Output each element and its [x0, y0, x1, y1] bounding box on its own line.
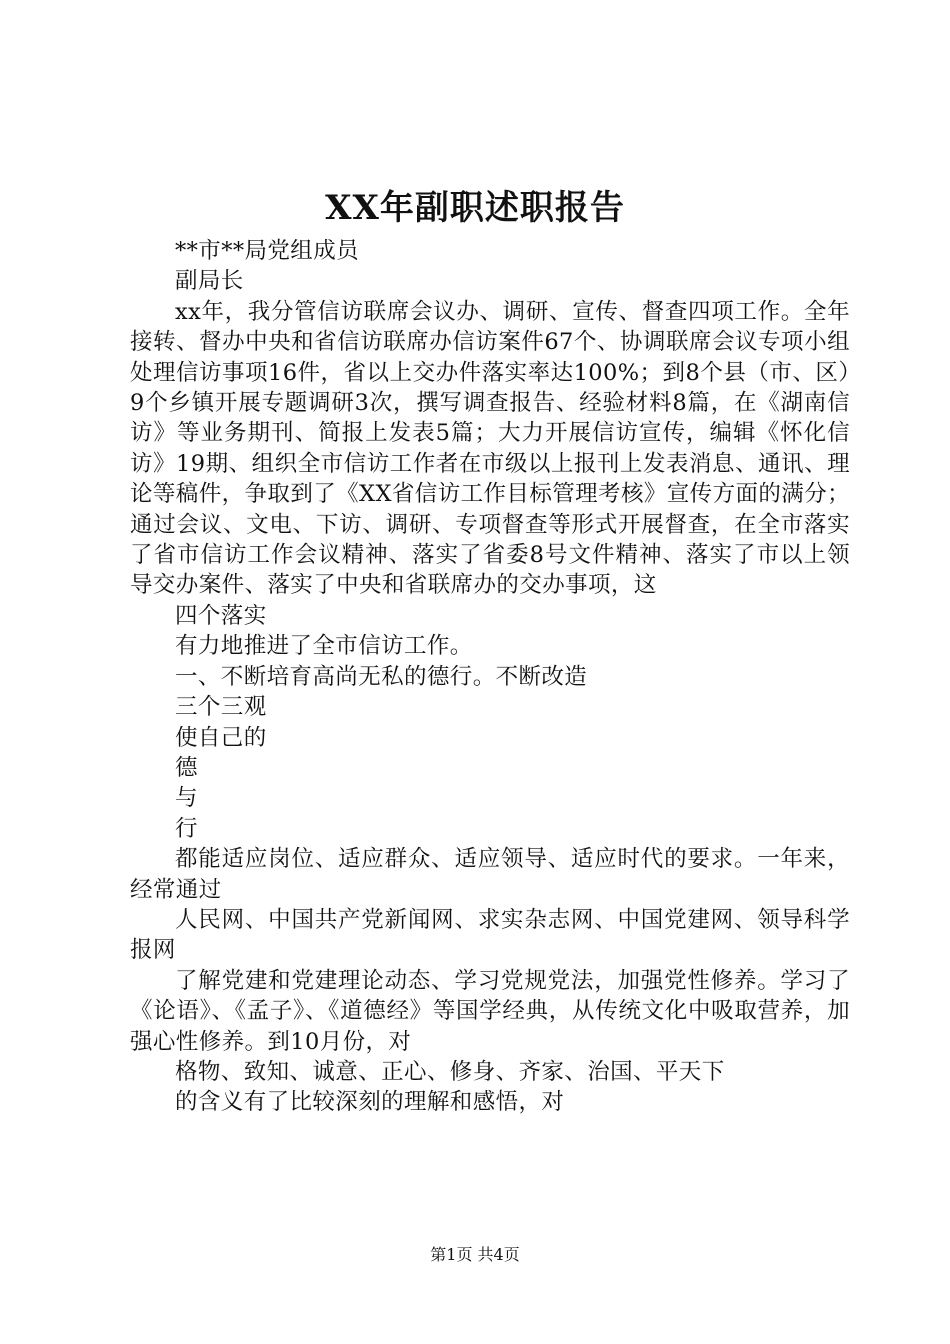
document-body [130, 236, 850, 1118]
paragraph: **市**局党组成员 [175, 238, 360, 264]
page-number: 第1页 共4页 [430, 1245, 520, 1264]
paragraph: 人民网、中国共产党新闻网、求实杂志网、中国党建网、领导科学报网 [130, 906, 850, 964]
paragraph: 行 [175, 815, 198, 842]
paragraph: 德 [175, 754, 198, 781]
paragraph: 都能适应岗位、适应群众、适应领导、适应时代的要求。一年来，经常通过 [130, 846, 850, 903]
page-footer [0, 1245, 950, 1265]
paragraph: 的含义有了比较深刻的理解和感悟，对 [175, 1089, 565, 1116]
paragraph: 四个落实 [175, 602, 267, 629]
paragraph: 与 [175, 785, 198, 812]
section-heading: 一、不断培育高尚无私的德行。不断改造 [175, 663, 588, 690]
paragraph: 副局长 [175, 268, 244, 295]
document-title: XX年副职述职报告 [325, 188, 625, 228]
paragraph: 使自己的 [175, 724, 267, 751]
paragraph: 有力地推进了全市信访工作。 [175, 633, 473, 660]
paragraph: xx年，我分管信访联席会议办、调研、宣传、督查四项工作。全年接转、督办中央和省信访联席办信访案件67个、协调联席会议专项小组处理信访事项16件，省以上交办件落实率达100%；到8个县（市、区）9个乡镇开展专题调研3次，撰写调查报告、经验材料8篇，在《湖南信访》等业务期刊、简报上发表5篇；大力开展信访宣传，编辑《怀化信访》19期、组织全市信访工作者在市级以上报刊上发表消息、通讯、理论等稿件，争取到了《XX省信访工作目标管理考核》宣传方面的满分；通过会议、文电、下访、调研、专项督查等形式开展督查，在全市落实了省市信访工作会议精神、落实了省委8号文件精神、落实了市以上领导交办案件、落实了中央和省联席办的交办事项，这 [130, 298, 850, 599]
paragraph: 格物、致知、诚意、正心、修身、齐家、治国、平天下 [175, 1058, 725, 1085]
paragraph: 了解党建和党建理论动态、学习党规党法，加强党性修养。学习了《论语》、《孟子》、《道德经》等国学经典，从传统文化中吸取营养，加强心性修养。到10月份，对 [130, 967, 850, 1055]
paragraph: 三个三观 [175, 694, 267, 721]
